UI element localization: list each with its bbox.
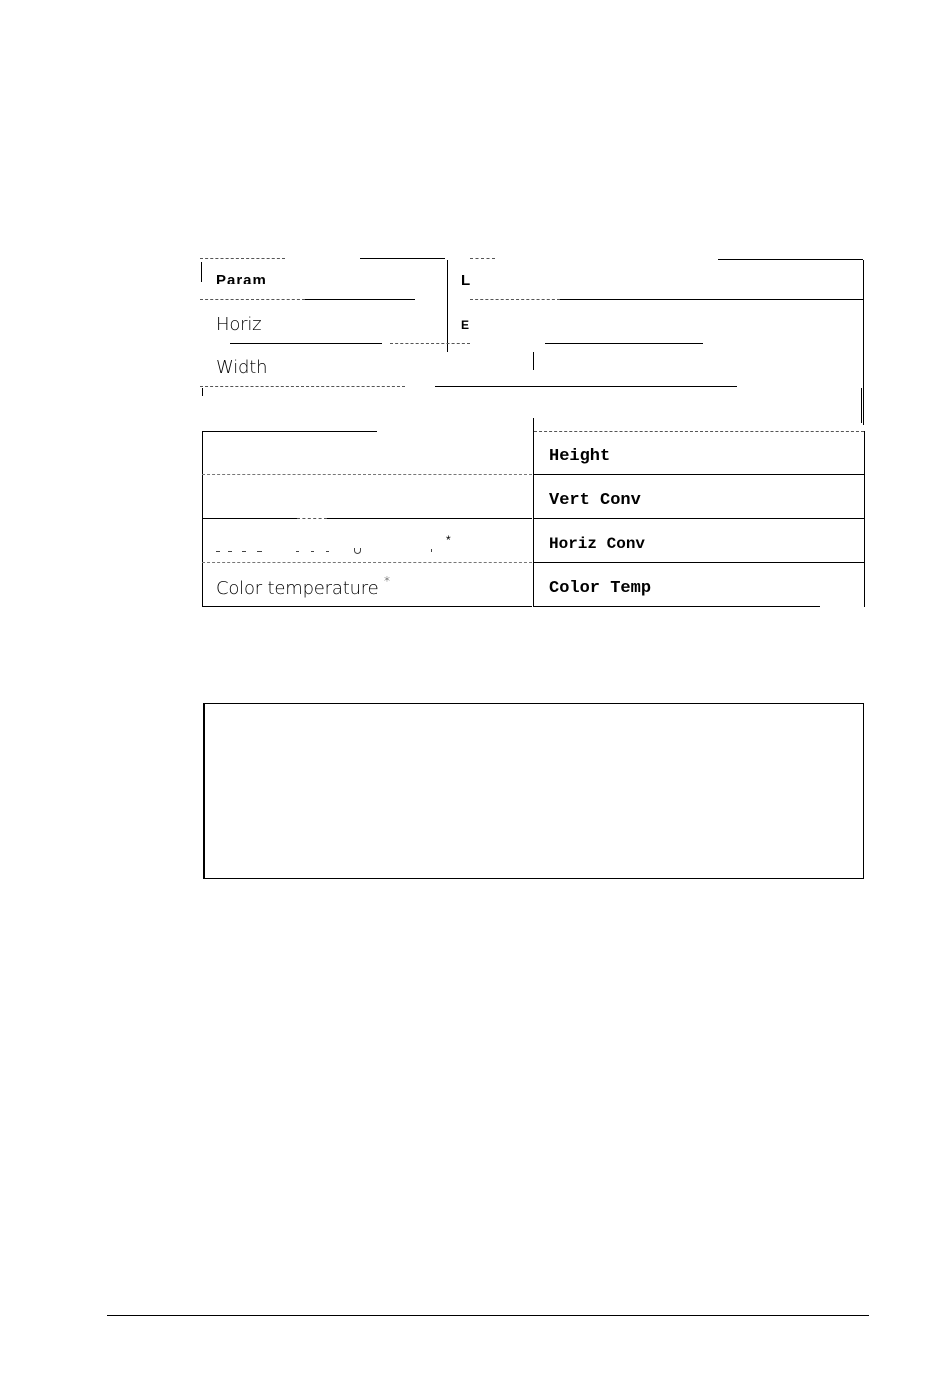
row-horizontal-label: E (461, 318, 470, 332)
row-color-temp-label: Color Temp (549, 579, 652, 598)
row-horizontal-param: Horiz (216, 314, 262, 335)
row-color-temp-asterisk: * (384, 574, 390, 588)
header-label: L (461, 272, 471, 289)
row-horiz-conv-asterisk: * (446, 533, 451, 547)
row-horiz-conv-param-fragment (216, 533, 451, 553)
footer-rule (107, 1315, 869, 1316)
row-color-temp-text: Color temperature (216, 578, 379, 599)
row-height-label: Height (549, 447, 611, 466)
row-horiz-conv-label: Horiz Conv (549, 535, 646, 553)
row-width-param: Width (216, 357, 268, 378)
header-parameter: Param (216, 272, 267, 284)
row-color-temp-param (216, 576, 390, 599)
row-vert-conv-label: Vert Conv (549, 491, 641, 510)
note-box (203, 703, 864, 879)
